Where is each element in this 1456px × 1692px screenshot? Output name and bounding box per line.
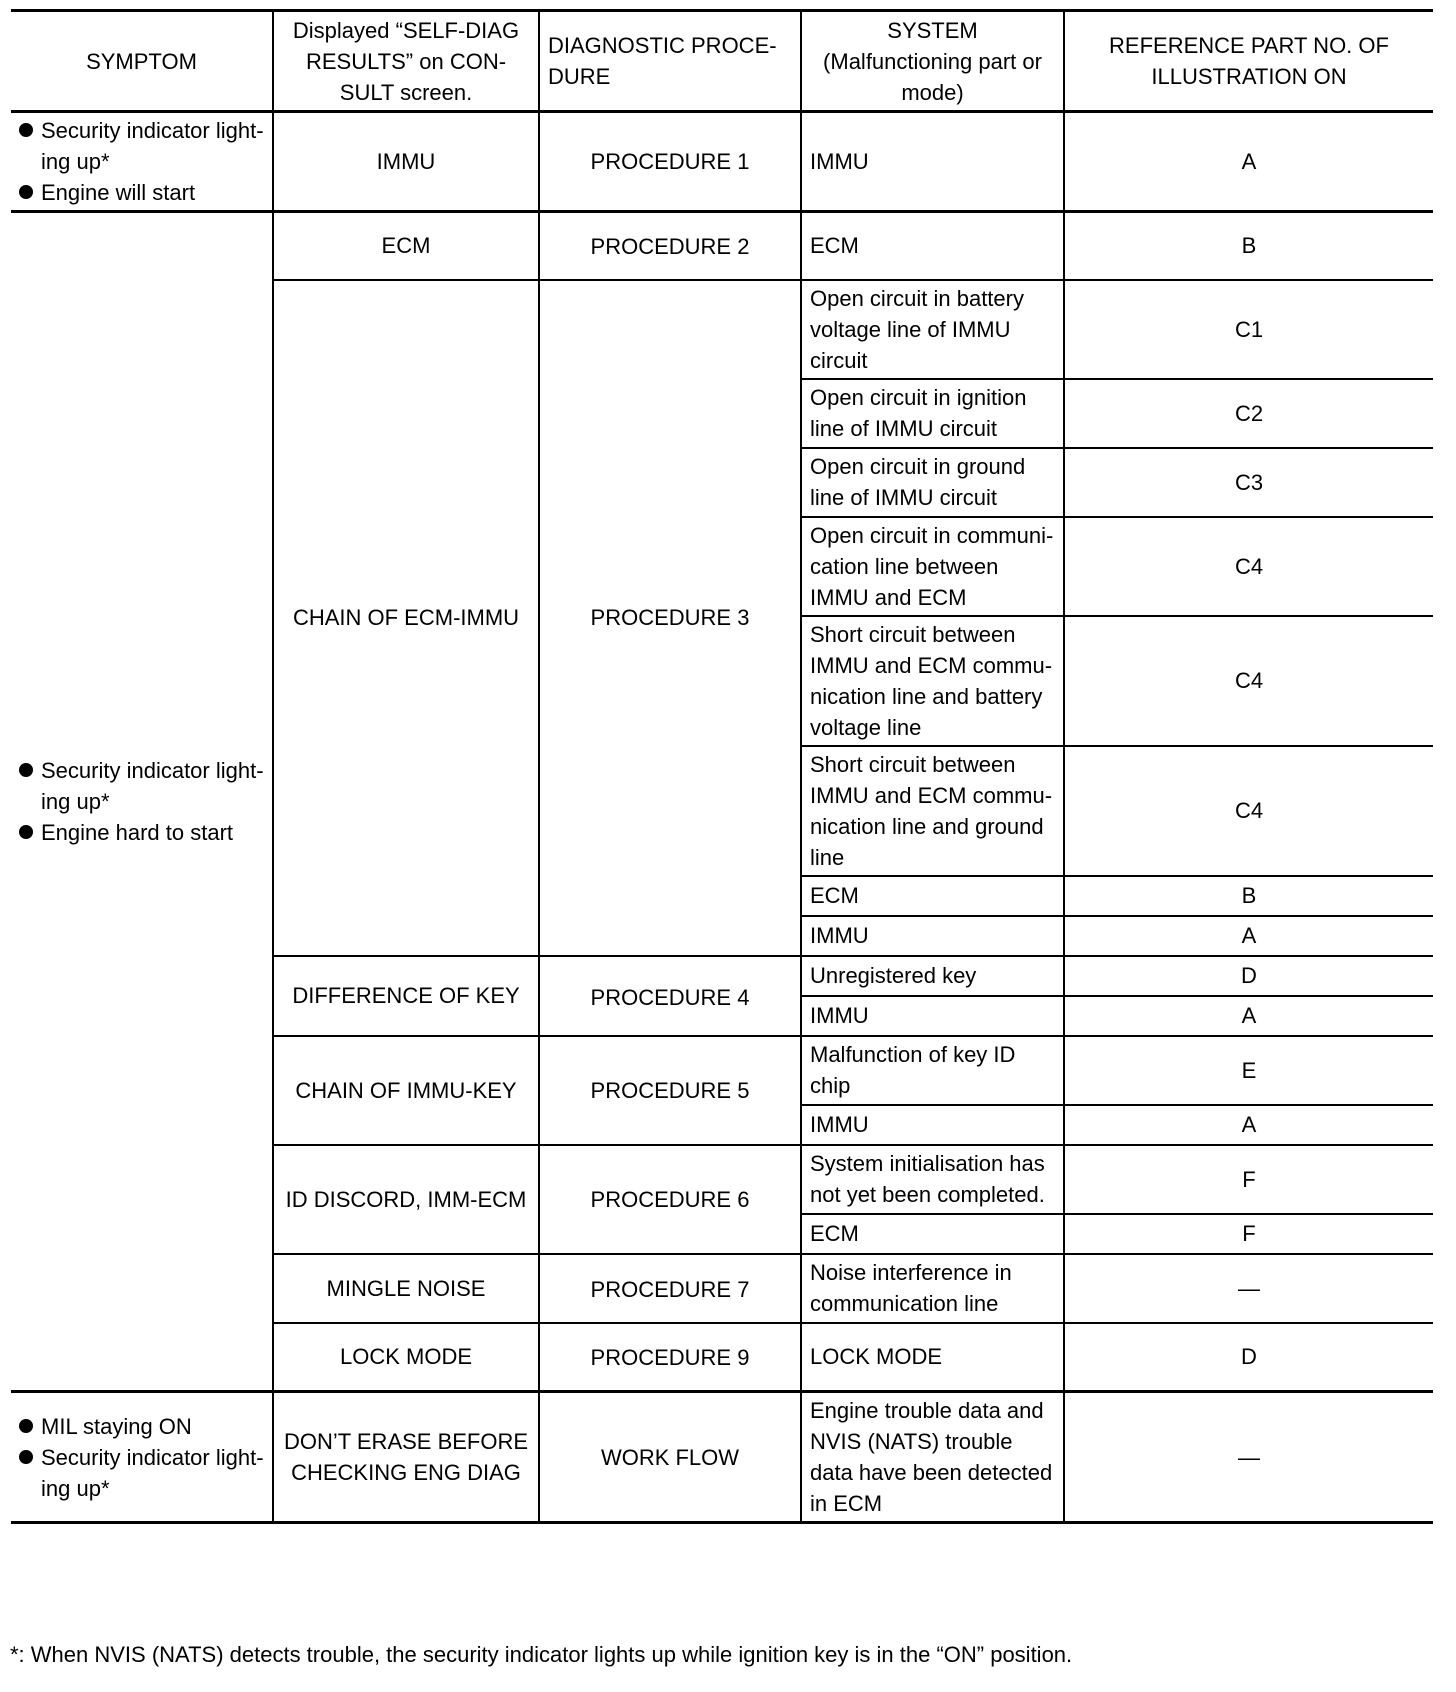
result-cell: CHAIN OF IMMU-KEY	[273, 1036, 539, 1145]
system-cell: Open circuit in ignition line of IMMU circuit	[801, 379, 1064, 448]
system-cell: Open circuit in battery voltage line of IMMU circuit	[801, 280, 1064, 379]
reference-cell: B	[1064, 876, 1433, 916]
procedure-cell: PROCEDURE 9	[539, 1323, 801, 1392]
result-cell: CHAIN OF ECM-IMMU	[273, 280, 539, 956]
result-cell: LOCK MODE	[273, 1323, 539, 1392]
procedure-cell: PROCEDURE 6	[539, 1145, 801, 1254]
system-cell: Open circuit in communi-cation line between IMMU and ECM	[801, 517, 1064, 616]
header-diagnostic-procedure: DIAGNOSTIC PROCE-DURE	[539, 11, 801, 112]
symptom-bullet: MIL staying ON	[19, 1411, 264, 1442]
symptom-bullet: Engine will start	[19, 177, 264, 208]
reference-cell: F	[1064, 1214, 1433, 1254]
reference-cell: C4	[1064, 616, 1433, 746]
reference-cell: A	[1064, 996, 1433, 1036]
procedure-cell: PROCEDURE 3	[539, 280, 801, 956]
system-cell: IMMU	[801, 996, 1064, 1036]
reference-cell: A	[1064, 112, 1433, 212]
system-cell: IMMU	[801, 916, 1064, 956]
header-row	[11, 11, 1433, 112]
result-cell: DON’T ERASE BEFORE CHECKING ENG DIAG	[273, 1392, 539, 1523]
system-cell: Engine trouble data and NVIS (NATS) trouble data have been detected in ECM	[801, 1392, 1064, 1523]
procedure-cell: PROCEDURE 4	[539, 956, 801, 1036]
result-cell: MINGLE NOISE	[273, 1254, 539, 1323]
reference-cell: —	[1064, 1392, 1433, 1523]
procedure-cell: PROCEDURE 7	[539, 1254, 801, 1323]
procedure-cell: PROCEDURE 1	[539, 112, 801, 212]
system-cell: ECM	[801, 1214, 1064, 1254]
system-cell: Malfunction of key ID chip	[801, 1036, 1064, 1105]
reference-cell: C2	[1064, 379, 1433, 448]
system-cell: System initialisation has not yet been completed.	[801, 1145, 1064, 1214]
system-cell: LOCK MODE	[801, 1323, 1064, 1392]
system-cell: IMMU	[801, 112, 1064, 212]
symptom-cell	[11, 212, 273, 1392]
footnote: *: When NVIS (NATS) detects trouble, the security indicator lights up while ignition key is in the “ON” position.	[10, 1642, 1073, 1667]
table-row	[11, 112, 1433, 212]
symptom-cell	[11, 112, 273, 212]
reference-cell: C4	[1064, 746, 1433, 876]
reference-cell: C3	[1064, 448, 1433, 517]
header-system: SYSTEM (Malfunctioning part or mode)	[801, 11, 1064, 112]
system-cell: ECM	[801, 212, 1064, 280]
reference-cell: F	[1064, 1145, 1433, 1214]
system-cell: Unregistered key	[801, 956, 1064, 996]
system-cell: Open circuit in ground line of IMMU circuit	[801, 448, 1064, 517]
symptom-bullet: Security indicator light-ing up*	[19, 1442, 264, 1504]
system-cell: Noise interference in communication line	[801, 1254, 1064, 1323]
result-cell: IMMU	[273, 112, 539, 212]
result-cell: ECM	[273, 212, 539, 280]
symptom-bullet: Security indicator light-ing up*	[19, 115, 264, 177]
reference-cell: E	[1064, 1036, 1433, 1105]
procedure-cell: WORK FLOW	[539, 1392, 801, 1523]
reference-cell: A	[1064, 1105, 1433, 1145]
system-cell: Short circuit between IMMU and ECM commu-nication line and ground line	[801, 746, 1064, 876]
header-reference-part: REFERENCE PART NO. OF ILLUSTRATION ON	[1064, 11, 1433, 112]
diagnosis-table	[11, 9, 1433, 1524]
reference-cell: C1	[1064, 280, 1433, 379]
header-symptom: SYMPTOM	[11, 11, 273, 112]
procedure-cell: PROCEDURE 5	[539, 1036, 801, 1145]
reference-cell: D	[1064, 1323, 1433, 1392]
result-cell: ID DISCORD, IMM-ECM	[273, 1145, 539, 1254]
symptom-bullet: Security indicator light-ing up*	[19, 755, 264, 817]
system-cell: Short circuit between IMMU and ECM commu-nication line and battery voltage line	[801, 616, 1064, 746]
table-row	[11, 212, 1433, 280]
reference-cell: A	[1064, 916, 1433, 956]
procedure-cell: PROCEDURE 2	[539, 212, 801, 280]
table-row	[11, 1392, 1433, 1523]
reference-cell: D	[1064, 956, 1433, 996]
reference-cell: —	[1064, 1254, 1433, 1323]
reference-cell: B	[1064, 212, 1433, 280]
reference-cell: C4	[1064, 517, 1433, 616]
system-cell: ECM	[801, 876, 1064, 916]
header-displayed-results: Displayed “SELF-DIAG RESULTS” on CON-SULT screen.	[273, 11, 539, 112]
system-cell: IMMU	[801, 1105, 1064, 1145]
symptom-cell	[11, 1392, 273, 1523]
result-cell: DIFFERENCE OF KEY	[273, 956, 539, 1036]
symptom-bullet: Engine hard to start	[19, 817, 264, 848]
